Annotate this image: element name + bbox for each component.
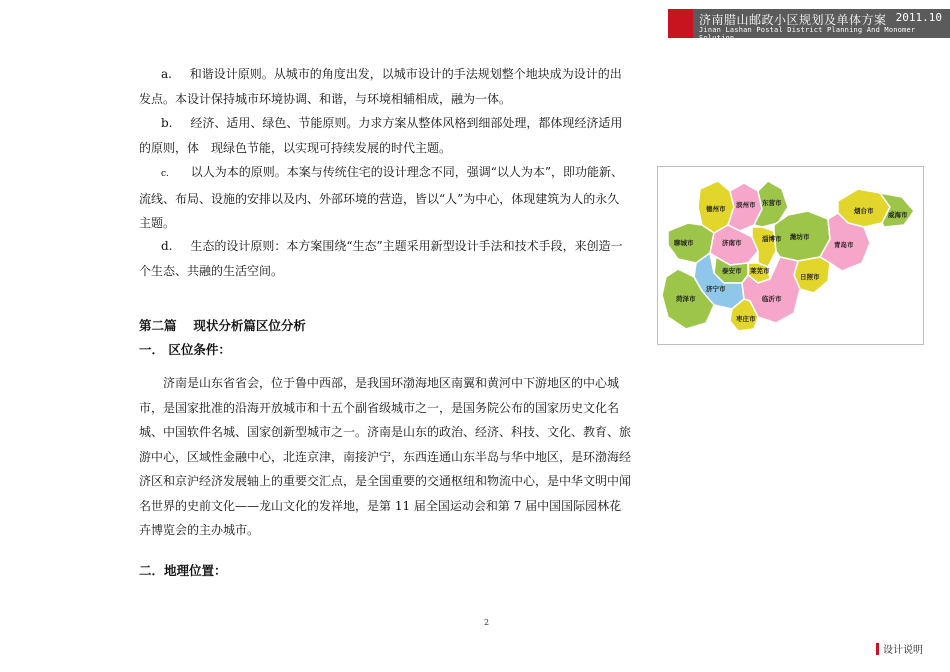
header-bar [693,9,950,42]
label-yantai: 烟台市 [854,207,874,215]
label-dongying: 东营市 [762,199,782,207]
principle-c [139,160,631,236]
label-rizhao: 日照市 [800,273,820,281]
subsection-location-conditions: 一． 区位条件： [139,342,231,357]
page-number: 2 [484,618,490,627]
principle-d [139,234,631,283]
jinan-intro-paragraph: 济南是山东省省会，位于鲁中西部，是我国环渤海地区南翼和黄河中下游地区的中心城市，是国家批准的沿海开放城市和十五个副省级城市之一，是国务院公布的国家历史文化名城、中国软件名城、国家创新型城市之一。济南是山东的政治、经济、科技、文化、教育、旅游中心，区域性金融中心，北连京津，南接沪宁，东西连通山东半岛与华中地区，是环渤海经济区和京沪经济发展轴上的重要交汇点，是全国重要的交通枢纽和物流中心，是中华文明中闻名世界的史前文化——龙山文化的发祥地，是第 11 届全国运动会和第 7 届中国国际园林花卉博览会的主办城市。 [139,376,632,537]
footer-label: 设计说明 [883,645,923,656]
label-jining: 济宁市 [706,285,726,293]
label-liaocheng: 聊城市 [674,239,694,247]
page-header [668,9,950,42]
principle-d-marker: d. [161,239,173,253]
shandong-map [657,166,924,345]
principle-c-text: 以人为本的原则。本案与传统住宅的设计理念不同，强调“以人为本”，即功能新、流线、布局、设施的安排以及内、外部环境的营造，皆以“人”为中心，体现建筑为人的永久主题。 [139,165,624,230]
shandong-map-graphic [658,167,923,344]
label-weifang: 潍坊市 [790,233,810,241]
label-binzhou: 滨州市 [736,201,756,209]
region-zibo [752,227,776,267]
label-weihai: 威海市 [888,211,908,219]
header-accent-block [668,9,693,38]
label-taian: 泰安市 [722,267,742,275]
principle-b-marker: b. [161,116,173,130]
project-subtitle: Jinan Lashan Postal District Planning And Monomer Solution [699,26,916,42]
principle-a [139,62,631,111]
label-zibo: 淄博市 [762,235,782,243]
label-heze: 菏泽市 [676,295,696,303]
principle-a-marker: a. [161,67,172,81]
label-jinan: 济南市 [722,239,742,247]
principle-a-text: 和谐设计原则。从城市的角度出发，以城市设计的手法规划整个地块成为设计的出发点。本设计保持城市环境协调、和谐，与环境相辅相成，融为一体。 [139,67,622,106]
principle-c-marker: c. [161,169,169,179]
footer-accent-bar [876,643,879,655]
label-dezhou: 德州市 [706,205,726,213]
principle-b-text: 经济、适用、绿色、节能原则。力求方案从整体风格到细部处理，都体现经济适用的原则，体 现绿色节能，以实现可持续发展的时代主题。 [139,116,623,155]
label-zaozhuang: 枣庄市 [736,315,756,323]
label-laiwu: 莱芜市 [750,267,770,275]
project-date: 2011.10 [895,11,942,24]
label-qingdao: 青岛市 [834,241,854,249]
section-title: 第二篇 现状分析篇区位分析 [139,318,306,333]
footer-section-label [876,641,923,656]
principle-b [139,111,631,160]
project-title: 济南腊山邮政小区规划及单体方案 [699,13,887,27]
principle-d-text: 生态的设计原则：本方案围绕“生态”主题采用新型设计手法和技术手段，来创造一个生态、共融的生活空间。 [139,239,623,278]
subsection-geographic-location: 二．地理位置： [139,563,227,578]
label-linyi: 临沂市 [762,295,782,303]
